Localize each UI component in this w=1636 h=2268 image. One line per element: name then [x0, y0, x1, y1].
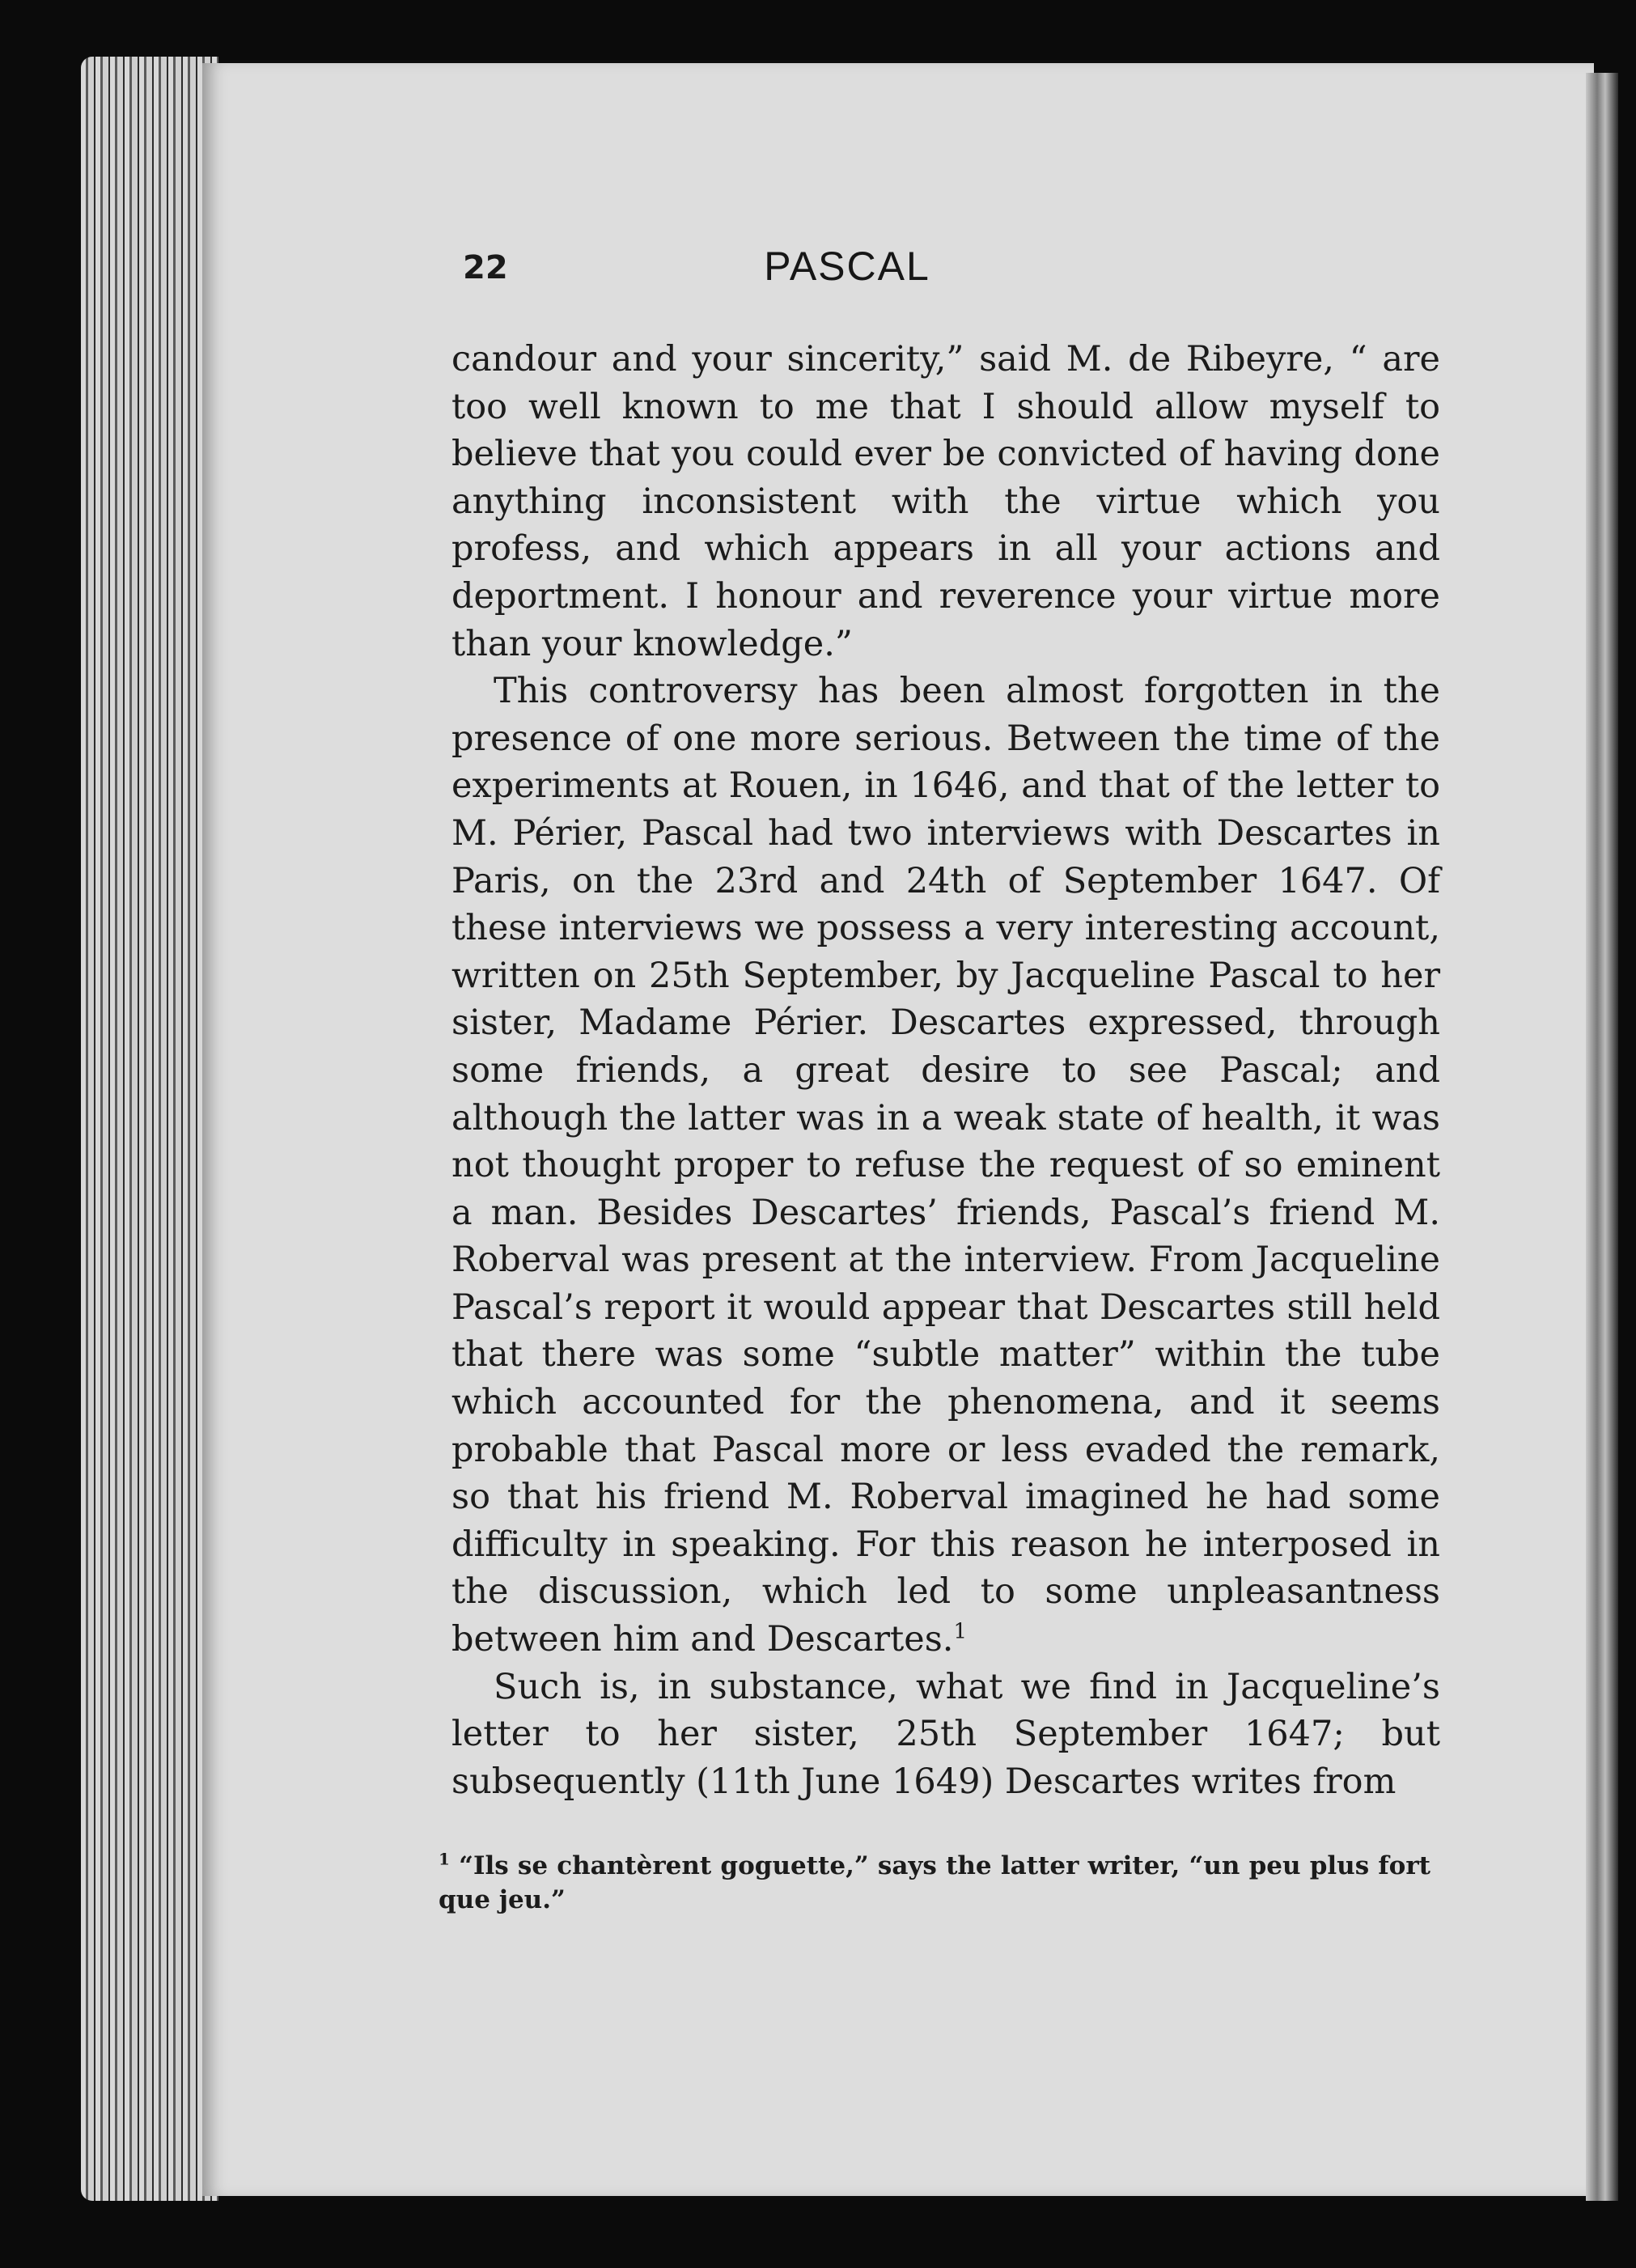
- body-text: [451, 336, 1440, 1805]
- footnote: [439, 1849, 1430, 1917]
- book-edge-right: [1586, 73, 1618, 2201]
- running-head: PASCAL: [764, 244, 930, 289]
- paragraph-text: This controversy has been almost forgotten in the presence of one more serious. Between the time of the experiments at Rouen, in 1646, and that of the letter to M. Périer, Pascal had two interviews with Descartes in Paris, on the 23rd and 24th of September 1647. Of these interviews we possess a very interesting account, written on 25th September, by Jacqueline Pascal to her sister, Madame Périer. Descartes expressed, through some friends, a great desire to see Pascal; and although the latter was in a weak state of health, it was not thought proper to refuse the request of so eminent a man. Besides Descartes’ friends, Pascal’s friend M. Roberval was present at the interview. From Jacqueline Pascal’s report it would appear that Descartes still held that there was some “subtle matter” within the tube which accounted for the phenomena, and it seems probable that Pascal more or less evaded the remark, so that his friend M. Roberval imagined he had some difficulty in speaking. For this reason he interposed in the discussion, which led to some unpleasantness between him and Descartes.: [451, 671, 1440, 1660]
- paragraph: [451, 668, 1440, 1663]
- book-edge-left: [81, 57, 218, 2201]
- footnote-reference[interactable]: 1: [953, 1619, 968, 1644]
- footnote-marker: 1: [439, 1849, 450, 1869]
- paragraph: [451, 1664, 1440, 1806]
- page-number: 22: [463, 249, 508, 286]
- paragraph-text: Such is, in substance, what we find in Jacqueline’s letter to her sister, 25th September 1647; but subsequently (11th June 1649) Descartes writes from: [451, 1666, 1440, 1802]
- paragraph-text: candour and your sincerity,” said M. de Ribeyre, “ are too well known to me that I should allow myself to believe that you could ever be convicted of having done anything inconsistent with the virtue which you profess, and which appears in all your actions and deportment. I honour and reverence your virtue more than your knowledge.”: [451, 339, 1440, 664]
- paragraph-continued: [451, 336, 1440, 668]
- page-header: [261, 243, 1434, 316]
- footnote-text: “Ils se chantèrent goguette,” says the latter writer, “un peu plus fort que jeu.”: [439, 1851, 1431, 1914]
